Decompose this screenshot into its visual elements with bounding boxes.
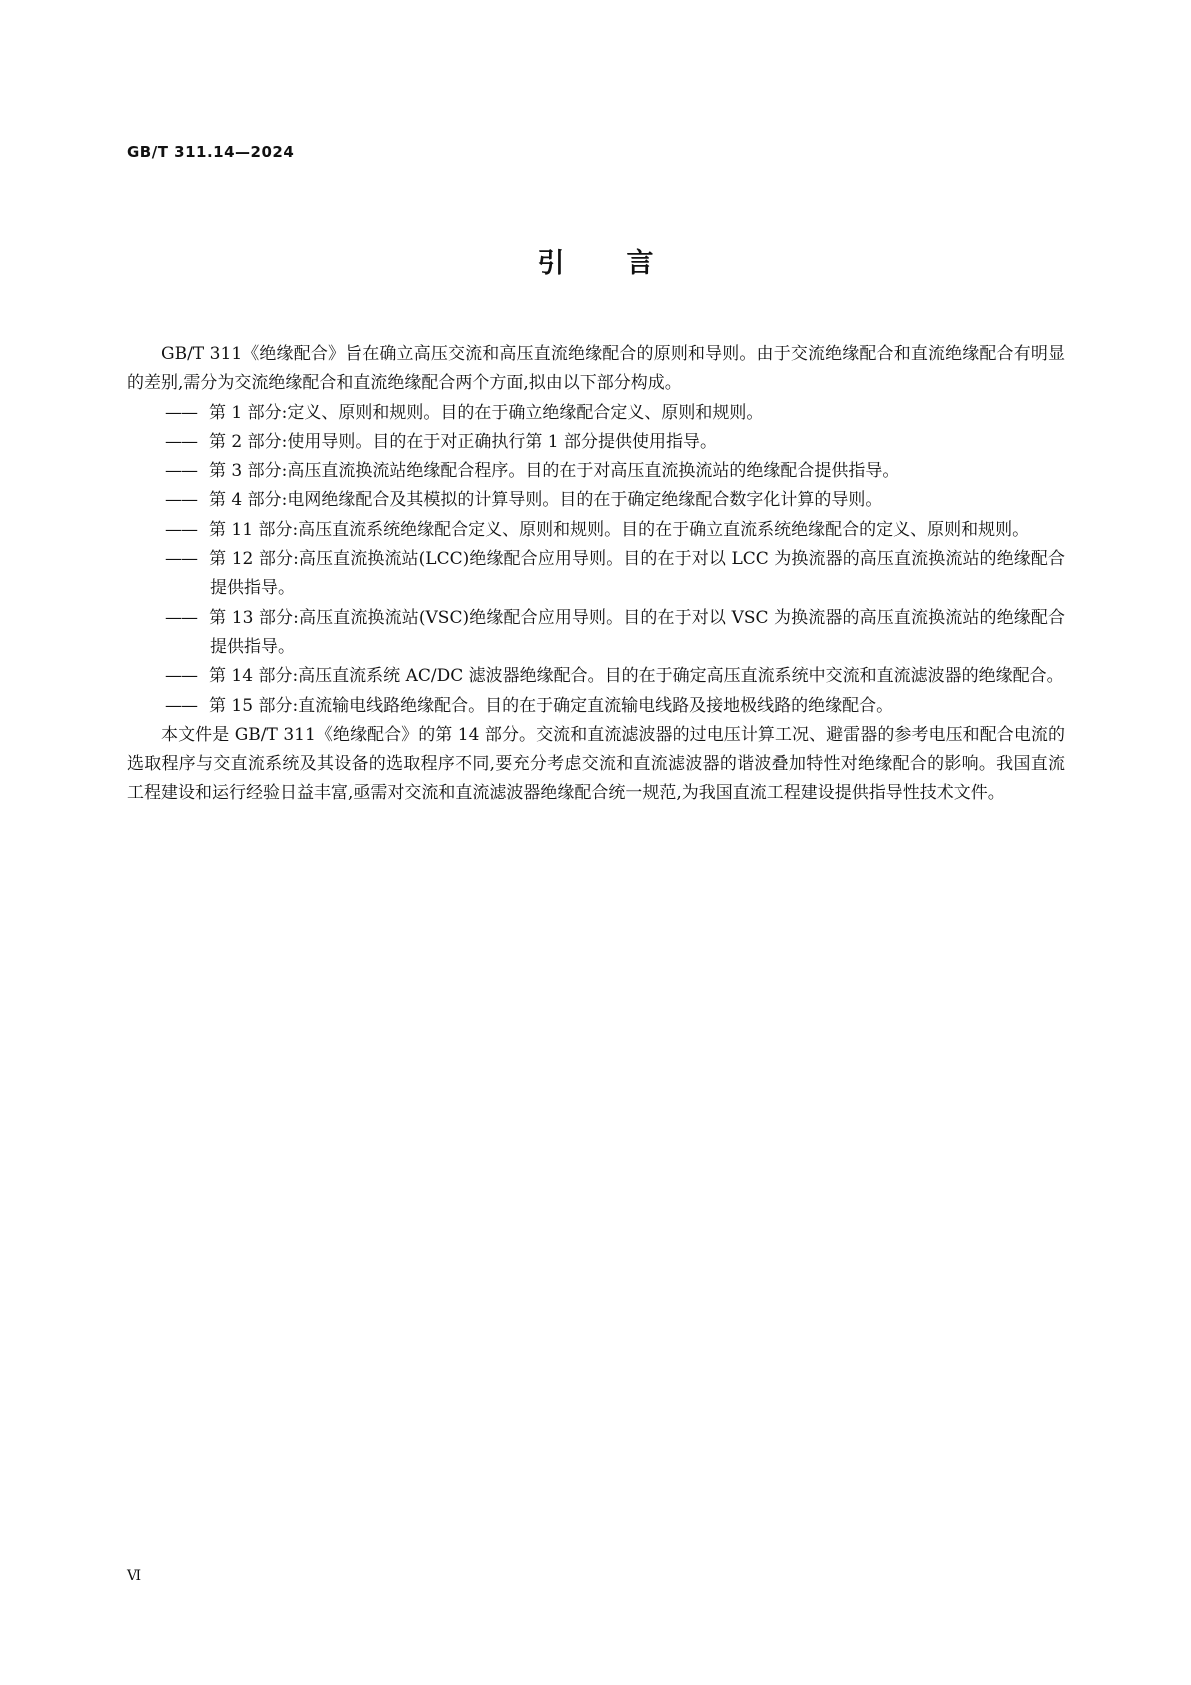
list-item (127, 516, 1065, 545)
list-item-text: 第 1 部分:定义、原则和规则。目的在于确立绝缘配合定义、原则和规则。 (209, 402, 764, 423)
list-dash: —— (165, 519, 197, 540)
list-item (127, 692, 1065, 721)
list-item-text: 第 11 部分:高压直流系统绝缘配合定义、原则和规则。目的在于确立直流系统绝缘配合的定义、原则和规则。 (209, 519, 1030, 540)
list-item (127, 604, 1065, 663)
list-dash: —— (165, 402, 197, 423)
list-item-text: 第 4 部分:电网绝缘配合及其模拟的计算导则。目的在于确定绝缘配合数字化计算的导则。 (209, 490, 883, 511)
list-dash: —— (165, 461, 197, 482)
list-item-text: 第 15 部分:直流输电线路绝缘配合。目的在于确定直流输电线路及接地极线路的绝缘配合。 (209, 695, 894, 716)
list-item-text: 第 14 部分:高压直流系统 AC/DC 滤波器绝缘配合。目的在于确定高压直流系统中交流和直流滤波器的绝缘配合。 (209, 666, 1064, 687)
document-body (127, 340, 1065, 809)
list-dash: —— (165, 695, 197, 716)
list-dash: —— (165, 431, 197, 452)
list-item-text: 第 2 部分:使用导则。目的在于对正确执行第 1 部分提供使用指导。 (209, 431, 717, 452)
list-item (127, 486, 1065, 515)
intro-paragraph: GB/T 311《绝缘配合》旨在确立高压交流和高压直流绝缘配合的原则和导则。由于交流绝缘配合和直流绝缘配合有明显的差别,需分为交流绝缘配合和直流绝缘配合两个方面,拟由以下部分构成。 (127, 344, 1065, 394)
standard-code: GB/T 311.14—2024 (127, 143, 295, 161)
parts-list (127, 399, 1065, 721)
list-dash: —— (165, 490, 197, 511)
list-item-text: 第 12 部分:高压直流换流站(LCC)绝缘配合应用导则。目的在于对以 LCC 为换流器的高压直流换流站的绝缘配合提供指导。 (209, 549, 1065, 599)
list-item (127, 545, 1065, 604)
page-number: Ⅵ (127, 1568, 142, 1584)
list-dash: —— (165, 607, 197, 628)
list-item (127, 428, 1065, 457)
list-dash: —— (165, 549, 197, 570)
list-dash: —— (165, 666, 197, 687)
list-item (127, 399, 1065, 428)
closing-paragraph: 本文件是 GB/T 311《绝缘配合》的第 14 部分。交流和直流滤波器的过电压计算工况、避雷器的参考电压和配合电流的选取程序与交直流系统及其设备的选取程序不同,要充分考虑交流和直流滤波器的谐波叠加特性对绝缘配合的影响。我国直流工程建设和运行经验日益丰富,亟需对交流和直流滤波器绝缘配合统一规范,为我国直流工程建设提供指导性技术文件。 (127, 724, 1065, 804)
list-item (127, 457, 1065, 486)
list-item-text: 第 13 部分:高压直流换流站(VSC)绝缘配合应用导则。目的在于对以 VSC 为换流器的高压直流换流站的绝缘配合提供指导。 (209, 607, 1065, 657)
list-item-text: 第 3 部分:高压直流换流站绝缘配合程序。目的在于对高压直流换流站的绝缘配合提供指导。 (209, 461, 900, 482)
list-item (127, 662, 1065, 691)
page-title: 引言 (537, 248, 716, 279)
